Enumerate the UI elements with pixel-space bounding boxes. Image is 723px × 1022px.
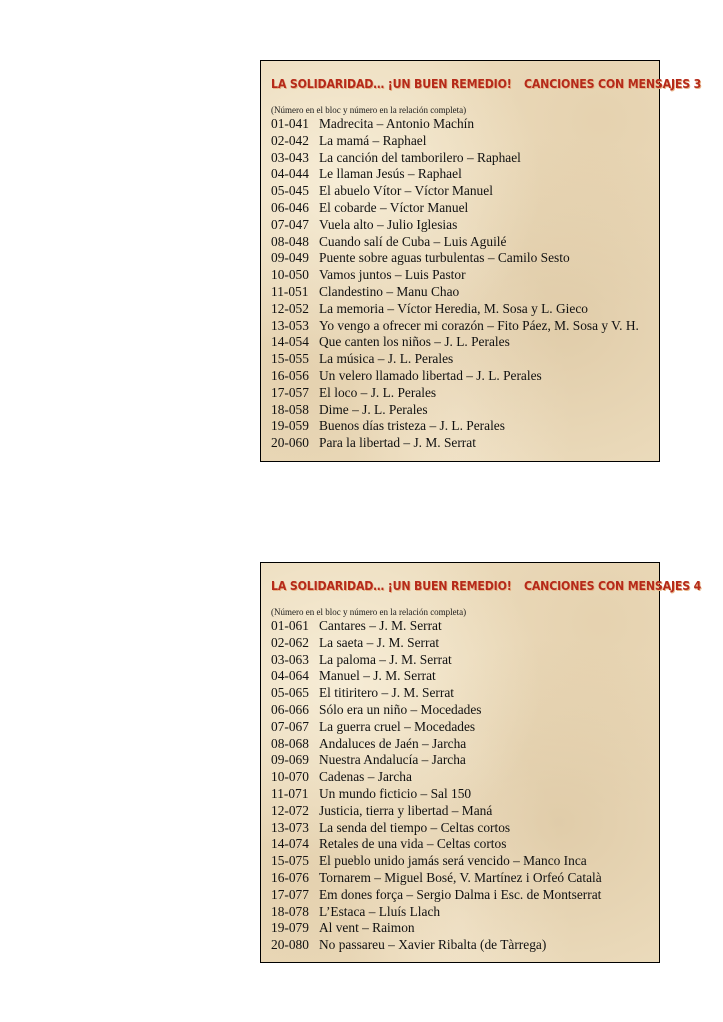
song-number: 16-076 bbox=[271, 869, 309, 885]
song-row bbox=[271, 250, 639, 267]
song-title-artist: No passareu – Xavier Ribalta (de Tàrrega) bbox=[319, 937, 547, 953]
song-row bbox=[271, 702, 602, 719]
song-row bbox=[271, 351, 639, 368]
song-row bbox=[271, 133, 639, 150]
song-title-artist: Vamos juntos – Luis Pastor bbox=[319, 267, 466, 283]
song-title-artist: Manuel – J. M. Serrat bbox=[319, 668, 436, 684]
song-title-artist: El cobarde – Víctor Manuel bbox=[319, 199, 469, 215]
song-number: 07-067 bbox=[271, 718, 309, 734]
song-number: 03-063 bbox=[271, 651, 309, 667]
song-number: 13-053 bbox=[271, 317, 309, 333]
card-note: (Número en el bloc y número en la relación completa) bbox=[271, 105, 467, 115]
song-number: 05-045 bbox=[271, 183, 309, 199]
song-title-artist: L’Estaca – Lluís Llach bbox=[319, 903, 441, 919]
song-title-artist: Cuando salí de Cuba – Luis Aguilé bbox=[319, 233, 507, 249]
song-title-artist: La canción del tamborilero – Raphael bbox=[319, 149, 521, 165]
song-number: 19-079 bbox=[271, 920, 309, 936]
song-title-artist: Andaluces de Jaén – Jarcha bbox=[319, 735, 467, 751]
card-title bbox=[271, 76, 702, 94]
song-title-artist: La saeta – J. M. Serrat bbox=[319, 634, 440, 650]
song-number: 20-060 bbox=[271, 435, 309, 451]
song-title-artist: El loco – J. L. Perales bbox=[319, 384, 437, 400]
song-title-artist: La memoria – Víctor Heredia, M. Sosa y L. Gieco bbox=[319, 300, 588, 316]
song-row bbox=[271, 836, 602, 853]
song-number: 18-078 bbox=[271, 903, 309, 919]
song-number: 13-073 bbox=[271, 819, 309, 835]
song-title-artist: Sólo era un niño – Mocedades bbox=[319, 701, 482, 717]
song-row bbox=[271, 318, 639, 335]
song-row bbox=[271, 870, 602, 887]
card-title-right: CANCIONES CON MENSAJES 4 bbox=[523, 578, 702, 593]
song-title-artist: Le llaman Jesús – Raphael bbox=[319, 166, 462, 182]
song-row bbox=[271, 719, 602, 736]
song-number: 08-048 bbox=[271, 233, 309, 249]
song-title-artist: La paloma – J. M. Serrat bbox=[319, 651, 452, 667]
song-number: 14-074 bbox=[271, 836, 309, 852]
song-number: 09-069 bbox=[271, 752, 309, 768]
card-title-right: CANCIONES CON MENSAJES 3 bbox=[523, 76, 702, 91]
song-row bbox=[271, 334, 639, 351]
song-row bbox=[271, 166, 639, 183]
song-row bbox=[271, 887, 602, 904]
song-title-artist: Em dones força – Sergio Dalma i Esc. de Montserrat bbox=[319, 886, 602, 902]
song-title-artist: Al vent – Raimon bbox=[319, 920, 415, 936]
song-number: 09-049 bbox=[271, 250, 309, 266]
song-title-artist: El titiritero – J. M. Serrat bbox=[319, 685, 454, 701]
song-row bbox=[271, 267, 639, 284]
song-title-artist: El pueblo unido jamás será vencido – Manco Inca bbox=[319, 853, 587, 869]
song-title-artist: Justicia, tierra y libertad – Maná bbox=[319, 802, 493, 818]
song-title-artist: Para la libertad – J. M. Serrat bbox=[319, 435, 476, 451]
song-row bbox=[271, 769, 602, 786]
song-row bbox=[271, 385, 639, 402]
song-row bbox=[271, 284, 639, 301]
song-number: 05-065 bbox=[271, 685, 309, 701]
song-title-artist: Retales de una vida – Celtas cortos bbox=[319, 836, 507, 852]
song-row bbox=[271, 301, 639, 318]
song-number: 15-075 bbox=[271, 853, 309, 869]
song-row bbox=[271, 368, 639, 385]
song-number: 14-054 bbox=[271, 334, 309, 350]
song-row bbox=[271, 803, 602, 820]
song-row bbox=[271, 937, 602, 954]
song-number: 06-066 bbox=[271, 701, 309, 717]
song-row bbox=[271, 618, 602, 635]
song-title-artist: Dime – J. L. Perales bbox=[319, 401, 428, 417]
song-title-artist: Buenos días tristeza – J. L. Perales bbox=[319, 418, 505, 434]
song-row bbox=[271, 752, 602, 769]
song-number: 18-058 bbox=[271, 401, 309, 417]
song-row bbox=[271, 183, 639, 200]
song-number: 08-068 bbox=[271, 735, 309, 751]
song-number: 03-043 bbox=[271, 149, 309, 165]
song-number: 19-059 bbox=[271, 418, 309, 434]
song-number: 07-047 bbox=[271, 216, 309, 232]
song-title-artist: Puente sobre aguas turbulentas – Camilo Sesto bbox=[319, 250, 570, 266]
song-row bbox=[271, 853, 602, 870]
song-row bbox=[271, 652, 602, 669]
song-number: 06-046 bbox=[271, 199, 309, 215]
song-number: 15-055 bbox=[271, 351, 309, 367]
song-number: 01-061 bbox=[271, 618, 309, 633]
song-list bbox=[271, 116, 639, 452]
song-title-artist: La guerra cruel – Mocedades bbox=[319, 718, 476, 734]
song-title-artist: Madrecita – Antonio Machín bbox=[319, 116, 475, 131]
song-title-artist: La mamá – Raphael bbox=[319, 132, 427, 148]
song-row bbox=[271, 150, 639, 167]
card-title bbox=[271, 578, 702, 596]
song-row bbox=[271, 685, 602, 702]
song-title-artist: Un velero llamado libertad – J. L. Perales bbox=[319, 367, 542, 383]
song-row bbox=[271, 234, 639, 251]
song-row bbox=[271, 786, 602, 803]
song-number: 16-056 bbox=[271, 367, 309, 383]
song-title-artist: Tornarem – Miguel Bosé, V. Martínez i Orfeó Català bbox=[319, 869, 602, 885]
song-title-artist: La senda del tiempo – Celtas cortos bbox=[319, 819, 511, 835]
song-number: 11-051 bbox=[271, 283, 309, 299]
song-title-artist: Un mundo ficticio – Sal 150 bbox=[319, 785, 472, 801]
song-number: 01-041 bbox=[271, 116, 309, 131]
song-title-artist: Nuestra Andalucía – Jarcha bbox=[319, 752, 466, 768]
song-title-artist: Cadenas – Jarcha bbox=[319, 769, 412, 785]
song-number: 04-044 bbox=[271, 166, 309, 182]
song-title-artist: La música – J. L. Perales bbox=[319, 351, 454, 367]
song-row bbox=[271, 904, 602, 921]
song-title-artist: El abuelo Vítor – Víctor Manuel bbox=[319, 183, 493, 199]
card-note: (Número en el bloc y número en la relación completa) bbox=[271, 607, 467, 617]
song-number: 20-080 bbox=[271, 937, 309, 953]
song-number: 17-057 bbox=[271, 384, 309, 400]
song-number: 12-072 bbox=[271, 802, 309, 818]
song-number: 12-052 bbox=[271, 300, 309, 316]
song-title-artist: Yo vengo a ofrecer mi corazón – Fito Páez, M. Sosa y V. H. bbox=[319, 317, 639, 333]
song-number: 10-050 bbox=[271, 267, 309, 283]
song-row bbox=[271, 920, 602, 937]
song-row bbox=[271, 435, 639, 452]
song-row bbox=[271, 820, 602, 837]
card-title-left: LA SOLIDARIDAD… ¡UN BUEN REMEDIO! bbox=[271, 578, 512, 593]
song-card-mensajes-3 bbox=[260, 60, 702, 462]
song-row bbox=[271, 200, 639, 217]
song-row bbox=[271, 635, 602, 652]
song-number: 02-042 bbox=[271, 132, 309, 148]
song-number: 17-077 bbox=[271, 886, 309, 902]
song-title-artist: Vuela alto – Julio Iglesias bbox=[319, 216, 458, 232]
song-title-artist: Que canten los niños – J. L. Perales bbox=[319, 334, 510, 350]
song-title-artist: Clandestino – Manu Chao bbox=[319, 283, 460, 299]
song-number: 02-062 bbox=[271, 634, 309, 650]
song-row bbox=[271, 217, 639, 234]
song-title-artist: Cantares – J. M. Serrat bbox=[319, 618, 442, 633]
song-number: 10-070 bbox=[271, 769, 309, 785]
song-list bbox=[271, 618, 602, 954]
song-row bbox=[271, 402, 639, 419]
song-row bbox=[271, 736, 602, 753]
song-number: 11-071 bbox=[271, 785, 309, 801]
song-row bbox=[271, 116, 639, 133]
card-title-left: LA SOLIDARIDAD… ¡UN BUEN REMEDIO! bbox=[271, 76, 512, 91]
song-number: 04-064 bbox=[271, 668, 309, 684]
song-row bbox=[271, 668, 602, 685]
song-card-mensajes-4 bbox=[260, 562, 702, 963]
song-row bbox=[271, 418, 639, 435]
